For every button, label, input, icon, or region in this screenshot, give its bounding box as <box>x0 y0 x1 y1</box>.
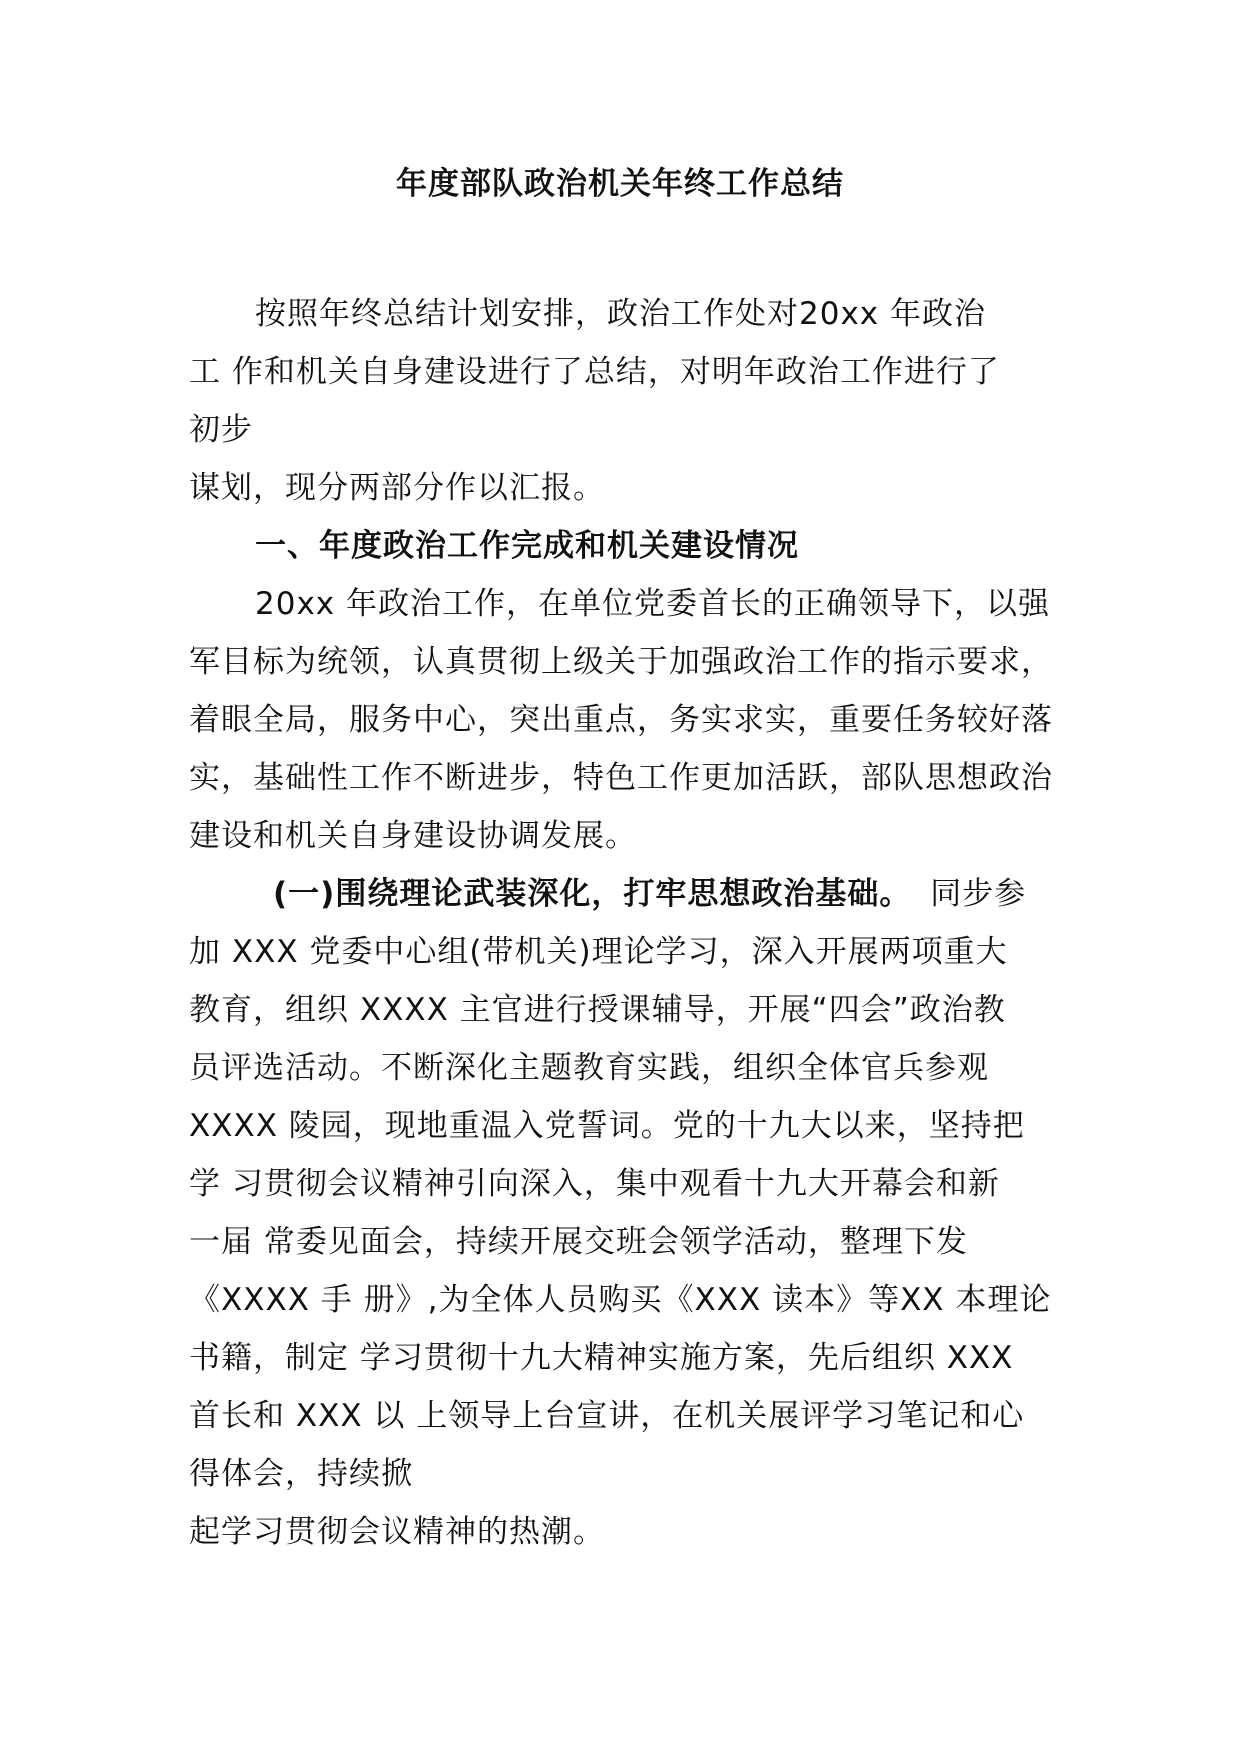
subsection-line-11: 起学习贯彻会议精神的热潮。 <box>189 1514 605 1550</box>
subsection-heading: (一)围绕理论武装深化，打牢思想政治基础。 <box>273 876 912 912</box>
subsection-line-3: 员评选活动。不断深化主题教育实践，组织全体官兵参观 <box>189 1050 989 1086</box>
subsection-line-8: 书籍，制定 学习贯彻十九大精神实施方案，先后组织 XXX <box>189 1340 1014 1376</box>
section-heading-1: 一、年度政治工作完成和机关建设情况 <box>255 528 799 564</box>
intro-line-4: 谋划，现分两部分作以汇报。 <box>189 470 605 506</box>
subsection-first-tail: 同步参 <box>930 876 1027 912</box>
subsection-line-7: 《XXXX 手 册》,为全体人员购买《XXX 读本》等XX 本理论 <box>189 1282 1052 1318</box>
subsection-line-6: 一届 常委见面会，持续开展交班会领学活动，整理下发 <box>189 1224 968 1260</box>
intro-line-2: 工 作和机关自身建设进行了总结，对明年政治工作进行了 <box>189 354 1000 390</box>
subsection-line-9: 首长和 XXX 以 上领导上台宣讲，在机关展评学习笔记和心 <box>189 1398 1025 1434</box>
subsection-line-5: 学 习贯彻会议精神引向深入，集中观看十九大开幕会和新 <box>189 1166 1000 1202</box>
subsection-line-1: 加 XXX 党委中心组(带机关)理论学习，深入开展两项重大 <box>189 934 1008 970</box>
section1-line-4: 实，基础性工作不断进步，特色工作更加活跃，部队思想政治 <box>189 760 1053 796</box>
subsection-line-10: 得体会，持续掀 <box>189 1456 413 1492</box>
section1-line-2: 军目标为统领，认真贯彻上级关于加强政治工作的指示要求， <box>189 644 1053 680</box>
section1-line-5: 建设和机关自身建设协调发展。 <box>189 818 637 854</box>
section1-line-1: 20xx 年政治工作，在单位党委首长的正确领导下，以强 <box>255 586 1050 622</box>
intro-line-1: 按照年终总结计划安排，政治工作处对20xx 年政治 <box>255 296 986 332</box>
subsection-line-2: 教育，组织 XXXX 主官进行授课辅导，开展“四会”政治教 <box>189 992 1006 1028</box>
intro-line-3: 初步 <box>189 412 253 448</box>
section1-line-3: 着眼全局，服务中心，突出重点，务实求实，重要任务较好落 <box>189 702 1053 738</box>
document-title: 年度部队政治机关年终工作总结 <box>396 166 844 202</box>
subsection-line-4: XXXX 陵园，现地重温入党誓词。党的十九大以来，坚持把 <box>189 1108 1025 1144</box>
subsection-first-line <box>273 872 1026 916</box>
